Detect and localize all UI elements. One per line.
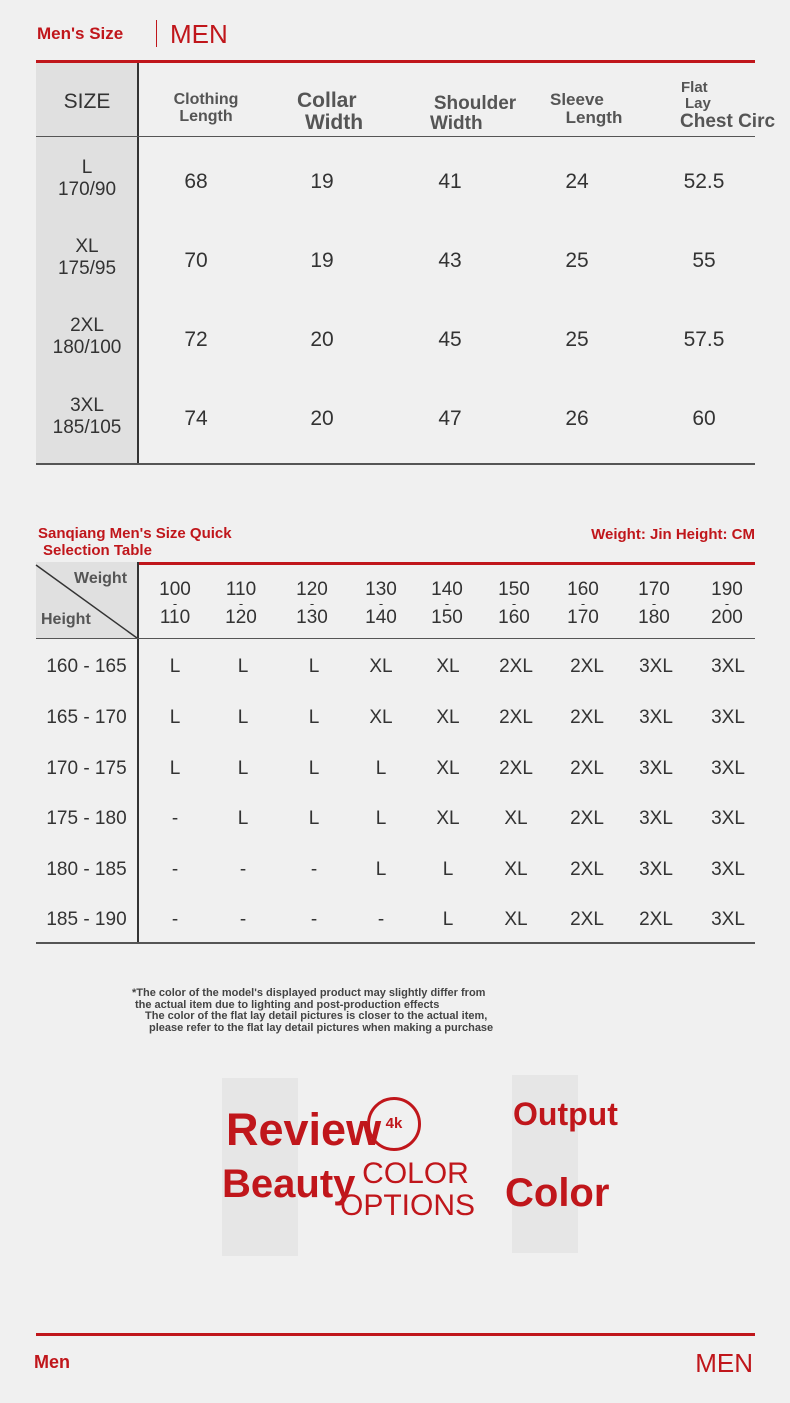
weight-to: 130 xyxy=(296,607,328,629)
size-label: L xyxy=(81,157,93,178)
clothing-length-header-line1: Clothing xyxy=(173,91,239,108)
size-result: - xyxy=(239,859,247,880)
size-cell xyxy=(36,157,138,201)
weight-range-header xyxy=(140,580,210,627)
size-result: L xyxy=(308,808,320,829)
size-result: XL xyxy=(504,859,528,880)
header-divider xyxy=(156,20,157,47)
weight-dash: - xyxy=(172,596,178,611)
shoulder-width-header-line1: Shoulder xyxy=(433,93,517,114)
weight-range-header xyxy=(479,580,549,627)
weight-to: 160 xyxy=(498,607,530,629)
size-label: 2XL xyxy=(70,315,104,336)
color-options-line1: COLOR xyxy=(362,1157,469,1190)
disclaimer-line: *The color of the model's displayed product may slightly differ from xyxy=(132,987,486,999)
value-sleeve-length: 25 xyxy=(565,328,589,351)
value-collar-width: 19 xyxy=(310,170,334,193)
sleeve-length-header-line1: Sleeve xyxy=(550,90,604,109)
beauty-text: Beauty xyxy=(222,1162,356,1206)
size-table-header-rule xyxy=(36,136,755,137)
size-result: L xyxy=(237,656,249,677)
weight-from: 130 xyxy=(365,579,397,600)
weight-to: 120 xyxy=(225,607,257,629)
size-result: 2XL xyxy=(570,808,604,829)
size-result: L xyxy=(308,656,320,677)
clothing-length-header-line2: Length xyxy=(179,107,233,125)
value-sleeve-length: 25 xyxy=(565,249,589,272)
value-collar-width: 19 xyxy=(310,249,334,272)
color-options-line2: OPTIONS xyxy=(340,1188,476,1222)
weight-to: 200 xyxy=(711,607,743,629)
size-result: XL xyxy=(504,909,528,930)
shoulder-width-header xyxy=(420,94,530,134)
size-result: 3XL xyxy=(711,707,745,728)
size-result: XL xyxy=(369,707,393,728)
size-cell xyxy=(36,315,138,359)
size-result: L xyxy=(237,758,249,779)
chest-header-line3: Chest Circ xyxy=(680,110,776,132)
collar-width-header-line1: Collar xyxy=(297,89,357,112)
size-result: 2XL xyxy=(570,707,604,728)
value-chest-circ: 57.5 xyxy=(683,328,725,351)
size-result: 3XL xyxy=(639,758,673,779)
review-text: Review xyxy=(226,1104,382,1155)
weight-to: 140 xyxy=(365,607,397,629)
size-result: L xyxy=(442,909,454,930)
value-sleeve-length: 24 xyxy=(565,170,589,193)
value-chest-circ: 55 xyxy=(692,249,716,272)
color-options-label xyxy=(340,1158,475,1221)
size-spec: 170/90 xyxy=(57,178,117,200)
size-result: L xyxy=(375,808,387,829)
weight-dash: - xyxy=(444,596,450,611)
value-chest-circ: 60 xyxy=(692,407,716,430)
size-result: - xyxy=(171,909,179,930)
size-result: 3XL xyxy=(639,707,673,728)
size-result: L xyxy=(375,758,387,779)
value-shoulder-width: 41 xyxy=(438,170,462,193)
value-sleeve-length: 26 xyxy=(565,407,589,430)
value-clothing-length: 68 xyxy=(184,170,208,193)
size-result: XL xyxy=(436,656,460,677)
disclaimer-line: please refer to the flat lay detail pictures when making a purchase xyxy=(149,1021,494,1034)
weight-from: 140 xyxy=(431,579,463,600)
weight-from: 150 xyxy=(498,579,530,600)
size-result: XL xyxy=(436,707,460,728)
shoulder-width-header-line2: Width xyxy=(430,112,483,134)
quick-table-title xyxy=(38,526,232,559)
size-result: L xyxy=(237,707,249,728)
color-text: Color xyxy=(505,1171,610,1215)
color-disclaimer xyxy=(132,988,493,1034)
size-result: L xyxy=(308,707,320,728)
collar-width-header xyxy=(279,90,389,134)
disclaimer-line: The color of the flat lay detail pictures is closer to the actual item, xyxy=(145,1010,488,1023)
value-shoulder-width: 45 xyxy=(438,328,462,351)
size-result: L xyxy=(169,656,181,677)
weight-dash: - xyxy=(580,596,586,611)
quick-table-divider xyxy=(137,562,139,944)
size-result: 2XL xyxy=(499,707,533,728)
collar-width-header-line2: Width xyxy=(304,111,364,135)
size-result: 2XL xyxy=(570,909,604,930)
size-result: 3XL xyxy=(711,859,745,880)
weight-from: 110 xyxy=(225,579,257,600)
disclaimer-line: the actual item due to lighting and post-production effects xyxy=(135,998,440,1011)
size-result: 3XL xyxy=(711,909,745,930)
chest-header-line2: Lay xyxy=(685,94,711,112)
size-result: L xyxy=(375,859,387,880)
size-result: - xyxy=(171,859,179,880)
weight-range-header xyxy=(548,580,618,627)
size-label: XL xyxy=(75,236,99,257)
weight-range-header xyxy=(619,580,689,627)
height-range: 165 - 170 xyxy=(46,707,127,728)
quick-table-units: Weight: Jin Height: CM xyxy=(591,526,755,543)
size-result: 3XL xyxy=(711,808,745,829)
weight-dash: - xyxy=(238,596,244,611)
size-result: 2XL xyxy=(499,758,533,779)
corner-height-label: Height xyxy=(41,611,91,628)
value-shoulder-width: 43 xyxy=(438,249,462,272)
size-spec: 180/100 xyxy=(52,336,122,358)
size-result: L xyxy=(442,859,454,880)
size-result: 3XL xyxy=(639,808,673,829)
quick-table-title-line2: Selection Table xyxy=(43,541,152,559)
value-chest-circ: 52.5 xyxy=(683,170,725,193)
size-result: L xyxy=(169,758,181,779)
size-result: XL xyxy=(436,758,460,779)
size-result: 2XL xyxy=(639,909,673,930)
size-label: 3XL xyxy=(70,395,104,416)
size-result: L xyxy=(237,808,249,829)
corner-cell xyxy=(36,562,137,638)
size-result: 3XL xyxy=(639,656,673,677)
footer-red-rule xyxy=(36,1333,755,1336)
size-cell xyxy=(36,395,138,439)
weight-dash: - xyxy=(309,596,315,611)
value-clothing-length: 74 xyxy=(184,407,208,430)
footer-left-label: Men xyxy=(34,1352,70,1372)
weight-from: 100 xyxy=(159,579,191,600)
height-range: 180 - 185 xyxy=(46,859,127,880)
size-cell xyxy=(36,236,138,280)
weight-dash: - xyxy=(724,596,730,611)
size-result: 2XL xyxy=(570,859,604,880)
corner-weight-label: Weight xyxy=(74,570,128,587)
size-result: L xyxy=(308,758,320,779)
sleeve-length-header-line2: Length xyxy=(565,107,623,127)
size-result: XL xyxy=(504,808,528,829)
clothing-length-header xyxy=(151,92,261,126)
footer-right-label: MEN xyxy=(695,1348,753,1378)
size-result: L xyxy=(169,707,181,728)
weight-dash: - xyxy=(651,596,657,611)
quick-table-bottom-rule xyxy=(36,942,755,944)
quick-selection-table xyxy=(36,562,755,944)
value-collar-width: 20 xyxy=(310,407,334,430)
value-collar-width: 20 xyxy=(310,328,334,351)
weight-range-header xyxy=(412,580,482,627)
weight-to: 150 xyxy=(431,607,463,629)
height-range: 175 - 180 xyxy=(46,808,127,829)
size-result: XL xyxy=(369,656,393,677)
sleeve-length-header xyxy=(539,91,649,127)
chest-circ-header xyxy=(680,79,776,132)
size-result: - xyxy=(239,909,247,930)
size-result: 3XL xyxy=(711,656,745,677)
weight-from: 190 xyxy=(711,579,743,600)
weight-from: 120 xyxy=(296,579,328,600)
size-result: - xyxy=(310,909,318,930)
weight-range-header xyxy=(206,580,276,627)
weight-range-header xyxy=(692,580,762,627)
weight-to: 110 xyxy=(159,607,191,629)
size-result: - xyxy=(171,808,179,829)
size-table xyxy=(36,63,776,465)
quick-table-header-rule xyxy=(36,638,755,639)
size-result: XL xyxy=(436,808,460,829)
weight-range-header xyxy=(277,580,347,627)
value-clothing-length: 70 xyxy=(184,249,208,272)
height-range: 185 - 190 xyxy=(46,909,127,930)
size-result: 2XL xyxy=(570,758,604,779)
size-spec: 175/95 xyxy=(57,257,117,279)
weight-to: 180 xyxy=(638,607,670,629)
weight-to: 170 xyxy=(567,607,599,629)
weight-dash: - xyxy=(378,596,384,611)
chest-header-line1: Flat xyxy=(681,79,708,96)
size-result: - xyxy=(310,859,318,880)
height-range: 160 - 165 xyxy=(46,656,127,677)
output-text: Output xyxy=(513,1096,618,1132)
header-left-label: Men's Size xyxy=(37,24,124,43)
size-result: 3XL xyxy=(639,859,673,880)
value-clothing-length: 72 xyxy=(184,328,208,351)
weight-from: 170 xyxy=(638,579,670,600)
weight-from: 160 xyxy=(567,579,599,600)
size-result: 2XL xyxy=(499,656,533,677)
size-spec: 185/105 xyxy=(52,416,122,438)
size-header: SIZE xyxy=(63,90,111,113)
weight-range-header xyxy=(346,580,416,627)
size-result: 3XL xyxy=(711,758,745,779)
size-result: 2XL xyxy=(570,656,604,677)
weight-dash: - xyxy=(511,596,517,611)
size-table-bottom-rule xyxy=(36,463,755,465)
value-shoulder-width: 47 xyxy=(438,407,462,430)
size-result: - xyxy=(377,909,385,930)
header-right-label: MEN xyxy=(170,19,228,49)
4k-badge: 4k xyxy=(367,1097,421,1151)
height-range: 170 - 175 xyxy=(46,758,127,779)
quick-table-title-line1: Sanqiang Men's Size Quick xyxy=(38,525,232,542)
